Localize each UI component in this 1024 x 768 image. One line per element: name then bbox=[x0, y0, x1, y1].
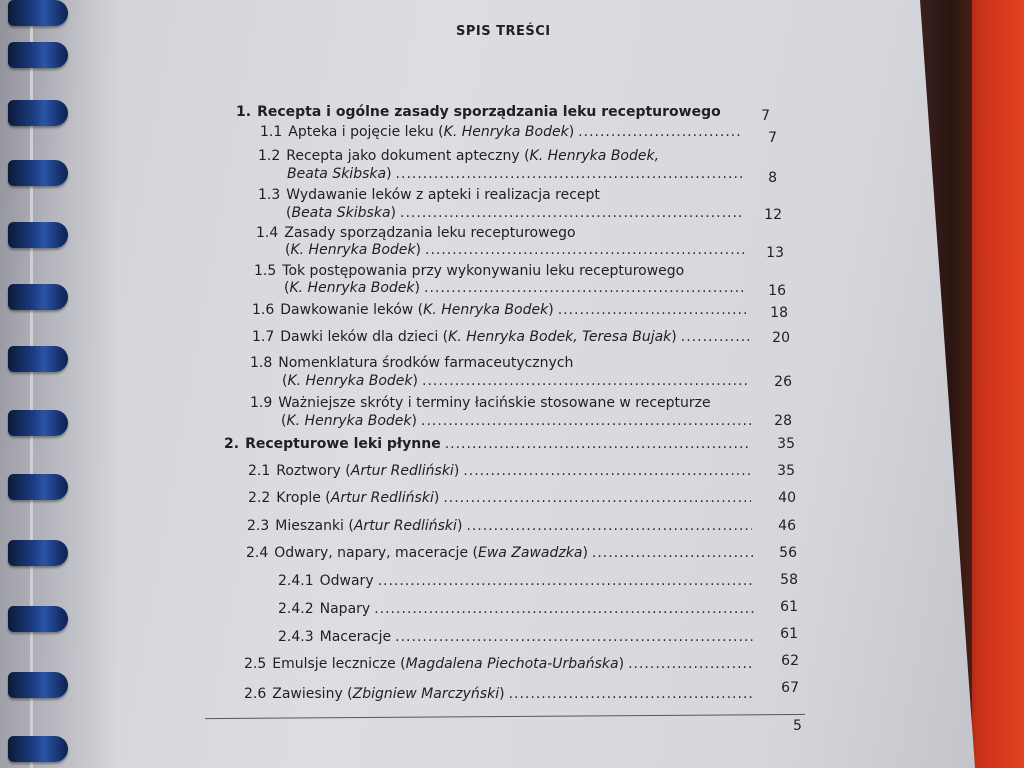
toc-entry: 2.6 Zawiesiny ( Zbigniew Marczyński ) ..... bbox=[244, 686, 755, 706]
toc-entry: 1.8 Nomenklatura środków farmaceutycznych bbox=[250, 355, 574, 371]
toc-entry: 1.3 Wydawanie leków z apteki i realizacja recept bbox=[258, 187, 600, 203]
toc-entry-chapter-2: 2. Recepturowe leki płynne ..... bbox=[224, 436, 750, 456]
toc-page-number: 7 bbox=[761, 108, 770, 124]
toc-page-number: 26 bbox=[774, 374, 792, 390]
toc-entry: 2.4.1 Odwary ..... bbox=[278, 573, 754, 593]
toc-entry: 2.4 Odwary, napary, maceracje ( Ewa Zawadzka ) ..... bbox=[246, 545, 754, 565]
toc-entry: 1.5 Tok postępowania przy wykonywaniu leku recepturowego bbox=[254, 263, 685, 279]
toc-page-number: 67 bbox=[781, 680, 799, 696]
footer-divider bbox=[205, 714, 805, 719]
toc-page-number: 18 bbox=[770, 305, 788, 321]
toc-entry: 1.6 Dawkowanie leków ( K. Henryka Bodek ) ..... bbox=[252, 302, 747, 322]
toc-entry: 1.9 Ważniejsze skróty i terminy łacińskie stosowane w recepturze bbox=[250, 395, 711, 411]
page-number: 5 bbox=[793, 718, 802, 734]
toc-page-number: 35 bbox=[777, 463, 795, 479]
toc-entry: 2.4.2 Napary ..... bbox=[278, 601, 754, 621]
toc-entry: 1.4 Zasady sporządzania leku recepturowego bbox=[256, 225, 576, 241]
toc-page-number: 13 bbox=[766, 245, 784, 261]
toc-page-number: 28 bbox=[774, 413, 792, 429]
toc-page-number: 46 bbox=[778, 518, 796, 534]
toc-page-number: 8 bbox=[768, 170, 777, 186]
toc-page-number: 61 bbox=[780, 626, 798, 642]
toc-entry: 2.1 Roztwory ( Artur Redliński ) ..... bbox=[248, 463, 750, 483]
toc-page-number: 62 bbox=[781, 653, 799, 669]
toc-page-number: 12 bbox=[764, 207, 782, 223]
toc-page-number: 58 bbox=[780, 572, 798, 588]
toc-entry: 1.2 Recepta jako dokument apteczny ( K. Henryka Bodek, bbox=[258, 148, 660, 164]
toc-entry: 2.4.3 Maceracje ..... bbox=[278, 629, 754, 649]
toc-entry: 1.1 Apteka i pojęcie leku ( K. Henryka Bodek ) ..... bbox=[260, 124, 740, 144]
toc-entry: 2.5 Emulsje lecznicze ( Magdalena Piechota-Urbańska ) ..... bbox=[244, 656, 755, 676]
toc-page-number: 56 bbox=[779, 545, 797, 561]
table-of-contents: SPIS TREŚCI 1. Recepta i ogólne zasady sporządzania leku recepturowego 7 1.1 Apteka i pojęcie leku ( K. Henryka Bodek ) ..... 7 1.2 Recepta jako dokument apteczny ( K. Henryka Bodek, Beata Skibska ) ..... 8 1.3 Wydawanie leków z apteki i realizacja recept ( Beata Skibska ) ..... 12 1.4 Zasady sporządzania leku recepturowego ( K. Henryka Bodek ) ..... 13 1.5 Tok postępowania przy wykonywaniu leku recepturowego ( K. Henryka Bodek ) ..... 16 1.6 Dawkowanie leków ( K. Henryka Bodek ) ..... 18 1.7 Dawki leków dla dzieci ( K. Henryka Bodek, Teresa Bujak ) ..... 20 1.8 Nomenklatura środków farmaceutycznych ( K. Henryka Bodek ) ..... 26 1.9 Ważniejsze skróty i terminy łacińskie stosowane w recepturze ( K. Henryka Bodek ) ..... 28 2. Recepturowe leki płynne ..... 35 2.1 Roztwory ( Artur Redliński ) ..... 35 2.2 Krople ( Artur Redliński ) ..... 40 2.3 Mieszanki ( Artur Redliński ) ..... 46 2.4 Odwary, napary, maceracje ( Ewa Zawadzka ) ..... 56 2.4.1 Odwary ..... 58 2.4.2 Napary ..... 61 2.4.3 Maceracje ..... 61 2.5 Emulsje lecznicze ( Magdalena Piechota-Urbańska ) ..... 62 2.6 Zawiesiny ( Zbigniew Marczyński ) ..... 67 5 bbox=[0, 0, 975, 768]
toc-entry: 2.2 Krople ( Artur Redliński ) ..... bbox=[248, 490, 751, 510]
toc-page-number: 20 bbox=[772, 330, 790, 346]
toc-page-number: 35 bbox=[777, 436, 795, 452]
toc-page-number: 61 bbox=[780, 599, 798, 615]
toc-page-number: 7 bbox=[768, 130, 777, 146]
toc-entry: 1.7 Dawki leków dla dzieci ( K. Henryka Bodek, Teresa Bujak ) ..... bbox=[252, 329, 750, 349]
toc-entry-chapter-1: 1. Recepta i ogólne zasady sporządzania leku recepturowego bbox=[236, 104, 721, 120]
toc-page-number: 40 bbox=[778, 490, 796, 506]
toc-entry: 2.3 Mieszanki ( Artur Redliński ) ..... bbox=[247, 518, 752, 538]
toc-page-number: 16 bbox=[768, 283, 786, 299]
page-title: SPIS TREŚCI bbox=[456, 24, 551, 39]
